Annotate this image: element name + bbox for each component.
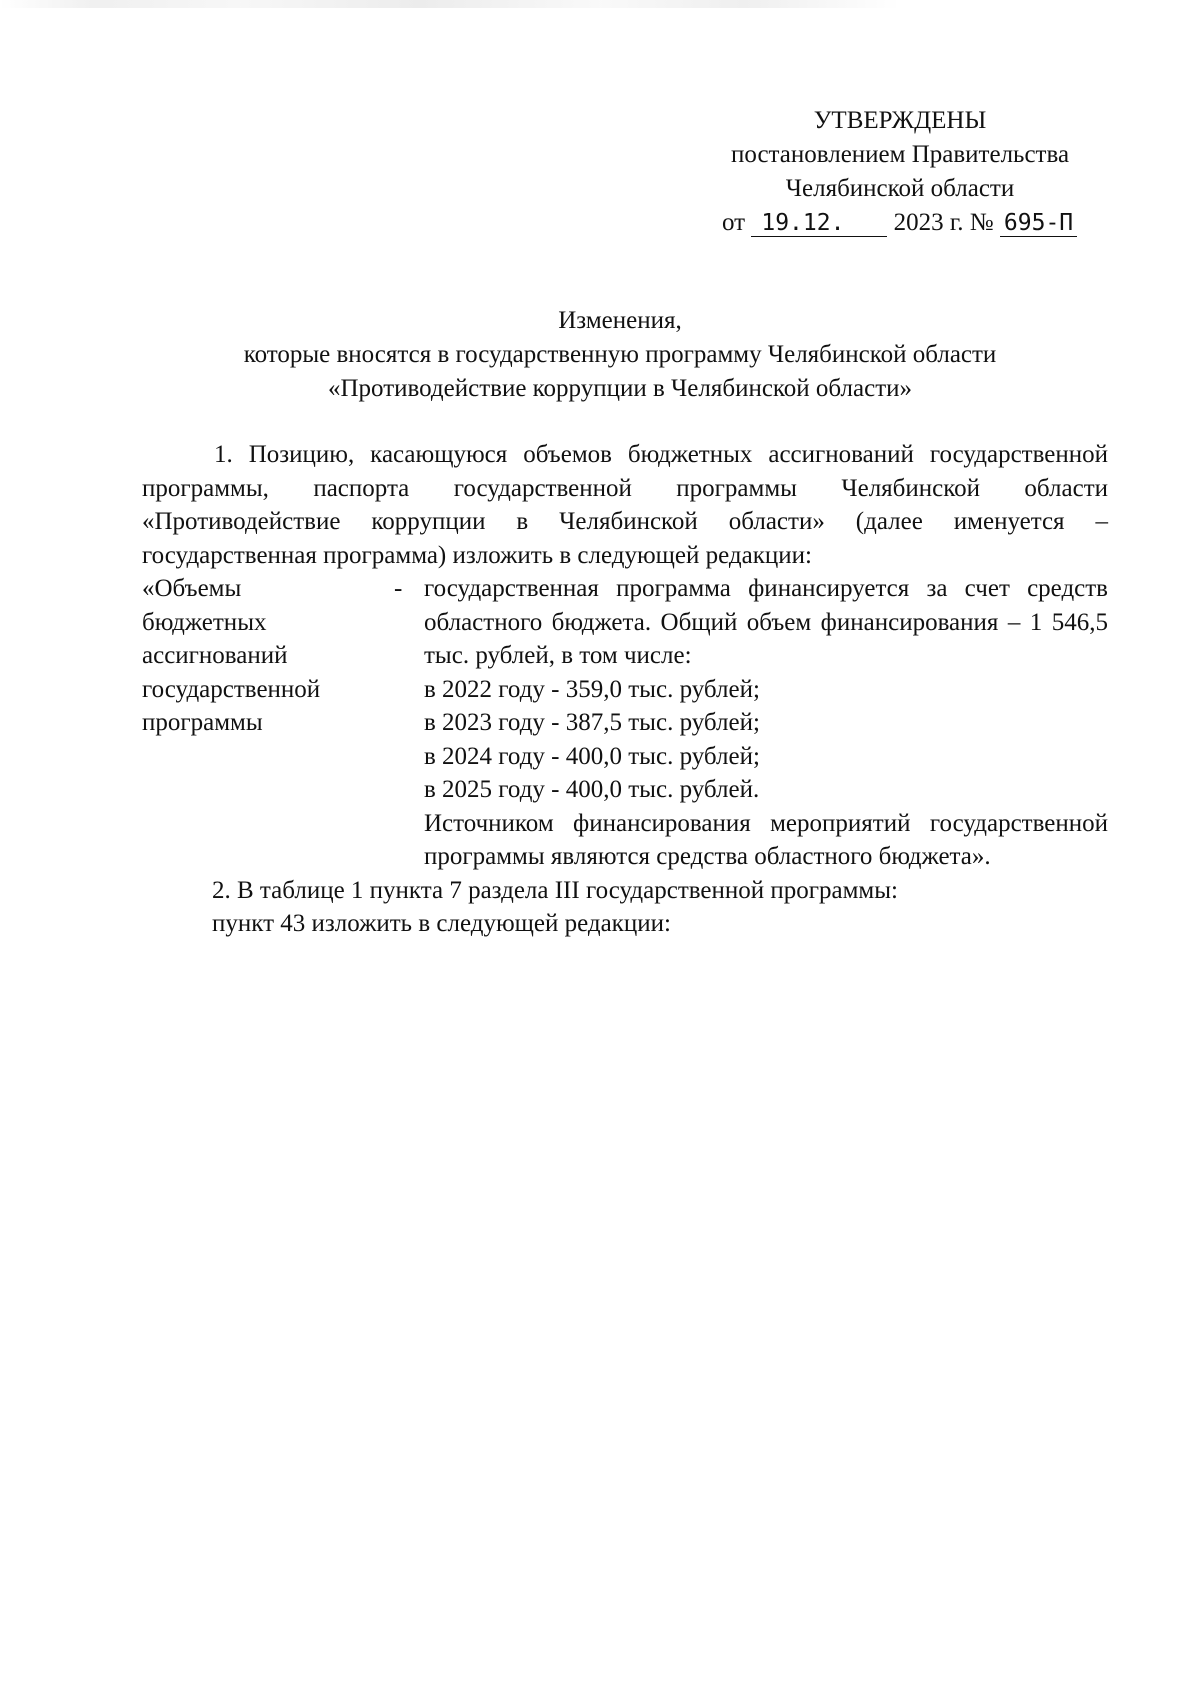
document-body	[142, 438, 1108, 941]
paragraph-2: 2. В таблице 1 пункта 7 раздела III государственной программы:	[212, 876, 898, 904]
paragraph-3: пункт 43 изложить в следующей редакции:	[212, 910, 671, 937]
passport-position	[142, 572, 1108, 874]
approval-heading: УТВЕРЖДЕНЫ	[813, 107, 987, 134]
document-title	[140, 304, 1100, 406]
source-text: Источником финансирования мероприятий государственной программы являются средства областного бюджета».	[424, 809, 1108, 870]
year-amount: в 2024 году - 400,0 тыс. рублей;	[424, 742, 760, 770]
financing-text: государственная программа финансируется за счет средств областного бюджета. Общий объем финансирования – 1 546,5 тыс. рублей, в том числе:	[424, 575, 1108, 669]
title-line-1: Изменения,	[558, 307, 682, 334]
year-amount: в 2022 году - 359,0 тыс. рублей;	[424, 675, 760, 703]
date-prefix: от	[722, 209, 746, 236]
passport-value	[424, 572, 1108, 874]
approval-decree-line: постановлением Правительства	[730, 141, 1070, 168]
passport-dash: -	[394, 575, 403, 602]
year-number-label: 2023 г. №	[893, 209, 994, 236]
passport-label	[142, 572, 392, 874]
passport-label-line: государственной	[142, 675, 321, 703]
year-amount: в 2025 году - 400,0 тыс. рублей.	[424, 776, 760, 803]
passport-label-line: «Объемы	[142, 575, 242, 602]
paragraph-1: 1. Позицию, касающуюся объемов бюджетных ассигнований государственной программы, паспорта государственной программы Челябинской области «Противодействие коррупции в Челябинской области» (далее именуется – государственная программа) изложить в следующей редакции:	[142, 441, 1108, 569]
approval-region-line: Челябинской области	[785, 175, 1015, 202]
date-field: 19.12.	[751, 210, 887, 237]
number-field: 695-П	[1000, 210, 1077, 237]
title-line-2: которые вносятся в государственную программу Челябинской области	[243, 341, 997, 368]
approval-block	[690, 104, 1110, 240]
year-amount: в 2023 году - 387,5 тыс. рублей;	[424, 709, 760, 736]
title-line-3: «Противодействие коррупции в Челябинской области»	[327, 375, 913, 402]
approval-date-line	[690, 206, 1110, 240]
passport-label-line: бюджетных	[142, 608, 267, 636]
passport-label-line: программы	[142, 709, 263, 736]
passport-label-line: ассигнований	[142, 642, 288, 669]
